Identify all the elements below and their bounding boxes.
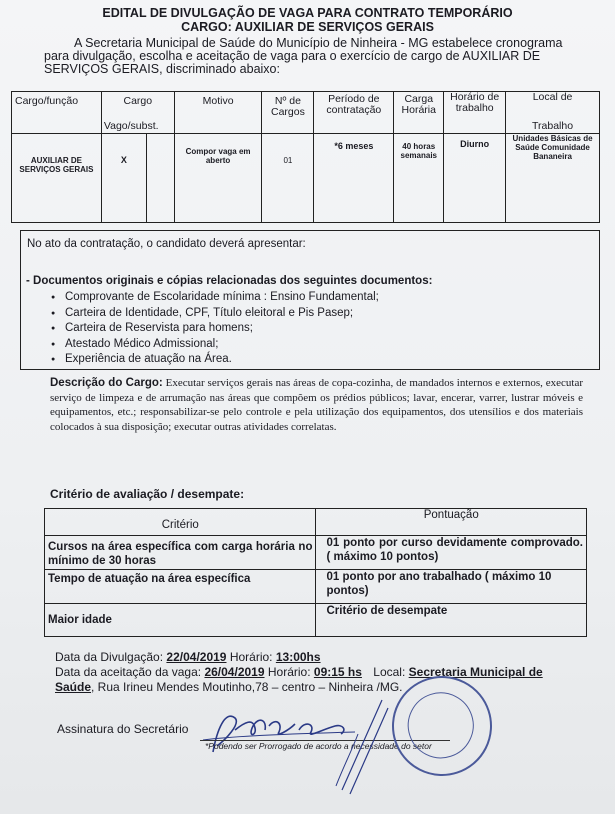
bullet-icon: ● bbox=[51, 356, 56, 363]
header-horario: Horário de trabalho bbox=[444, 92, 506, 134]
criterio-cell: Maior idade bbox=[45, 604, 316, 637]
bullet-icon: ● bbox=[51, 294, 56, 301]
data-divulgacao: 22/04/2019 bbox=[166, 650, 227, 664]
bullet-icon: ● bbox=[51, 340, 56, 348]
header-n-cargos: Nº de Cargos bbox=[262, 92, 314, 134]
header-pontuacao: Pontuação bbox=[316, 509, 587, 536]
header-periodo: Período de contratação bbox=[314, 92, 394, 134]
criterios-table bbox=[44, 508, 587, 637]
header-criterio: Critério bbox=[45, 509, 316, 536]
pontuacao-cell: Critério de desempate bbox=[316, 604, 587, 637]
cell-motivo: Compor vaga em aberto bbox=[174, 134, 262, 223]
horario-divulgacao: 13:00hs bbox=[275, 650, 321, 664]
list-item: ● Experiência de atuação na Área. bbox=[49, 352, 379, 368]
documentos-heading: - Documentos originais e cópias relacionadas dos seguintes documentos: bbox=[26, 275, 433, 287]
header-cargo-vago: Cargo Vago/subst. bbox=[101, 92, 174, 134]
local-aceitacao: Secretaria Municipal de bbox=[408, 665, 543, 679]
descricao-paragraph bbox=[50, 376, 583, 434]
criterios-heading: Critério de avaliação / desempate: bbox=[50, 487, 245, 501]
cell-empty bbox=[146, 134, 174, 223]
criterio-cell: Tempo de atuação na área específica bbox=[45, 570, 316, 604]
cell-local: Unidades Básicas de Saúde Comunidade Bananeira bbox=[506, 134, 600, 223]
data-aceitacao: 26/04/2019 bbox=[204, 665, 265, 679]
bullet-icon: ● bbox=[51, 325, 56, 332]
document-subtitle: CARGO: AUXILIAR DE SERVIÇOS GERAIS bbox=[181, 20, 434, 34]
documentos-intro: No ato da contratação, o candidato deverá apresentar: bbox=[27, 238, 306, 250]
vaga-table bbox=[11, 91, 600, 223]
list-item: ● Carteira de Reservista para homens; bbox=[49, 321, 379, 337]
header-carga: Carga Horária bbox=[394, 92, 444, 134]
intro-paragraph: A Secretaria Municipal de Saúde do Município de Ninheira - MG estabelece cronograma para divulgação, escolha e aceitação de vaga para o exercício de cargo de AUXILIAR DE SERVIÇOS GERAIS, discriminado abaixo: bbox=[44, 36, 563, 76]
assinatura-label: Assinatura do Secretário bbox=[57, 722, 189, 736]
descricao-text: Executar serviços gerais nas áreas de copa-cozinha, de mandados internos e externos, executar serviço de limpeza e de arrumação nas áreas que compõem os prédios públicos; lavar, encerar, varrer, lustrar móveis e equipamentos, etc.; responsabilizar-se pelo controle e pela utilização dos equipamentos, dos utensílios e dos materiais colocados à sua disposição; executar outras atividades correlatas. bbox=[50, 377, 583, 433]
criterio-cell: Cursos na área específica com carga horária no mínimo de 30 horas bbox=[45, 536, 316, 570]
header-motivo: Motivo bbox=[174, 92, 262, 134]
list-item: ● Atestado Médico Admissional; bbox=[49, 337, 379, 353]
list-item: ● Comprovante de Escolaridade mínima : Ensino Fundamental; bbox=[49, 290, 379, 306]
prorrogacao-note: *Podendo ser Prorrogado de acordo a necessidade do setor bbox=[205, 741, 432, 751]
cell-periodo: *6 meses bbox=[314, 134, 394, 223]
cell-cargo: AUXILIAR DE SERVIÇOS GERAIS bbox=[12, 134, 102, 223]
header-local: Local de Trabalho bbox=[506, 92, 600, 134]
header-cargo: Cargo/função bbox=[12, 92, 102, 134]
data-divulgacao-line: Data da Divulgação: 22/04/2019 Horário: 13:00hs bbox=[55, 650, 321, 664]
list-item: ● Carteira de Identidade, CPF, Título eleitoral e Pis Pasep; bbox=[49, 306, 379, 322]
descricao-label: Descrição do Cargo: bbox=[50, 377, 163, 389]
documentos-list bbox=[49, 290, 379, 368]
document-title: EDITAL DE DIVULGAÇÃO DE VAGA PARA CONTRATO TEMPORÁRIO bbox=[102, 6, 513, 20]
pontuacao-cell: 01 ponto por ano trabalhado ( máximo 10 pontos) bbox=[316, 570, 587, 604]
cell-n-cargos: 01 bbox=[262, 134, 314, 223]
cell-carga: 40 horas semanais bbox=[394, 134, 444, 223]
bullet-icon: ● bbox=[51, 309, 56, 317]
horario-aceitacao: 09:15 hs bbox=[313, 665, 362, 679]
cell-horario: Diurno bbox=[444, 134, 506, 223]
pontuacao-cell: 01 ponto por curso devidamente comprovado. ( máximo 10 pontos) bbox=[316, 536, 587, 570]
signature-stamp-mark bbox=[322, 690, 392, 800]
endereco-line: Saúde, Rua Irineu Mendes Moutinho,78 – centro – Ninheira /MG. bbox=[55, 680, 403, 694]
documentos-box bbox=[20, 230, 600, 370]
cell-cargo-vago: X bbox=[101, 134, 146, 223]
data-aceitacao-line: Data da aceitação da vaga: 26/04/2019 Horário: 09:15 hs Local: Secretaria Municipal de bbox=[55, 665, 543, 679]
